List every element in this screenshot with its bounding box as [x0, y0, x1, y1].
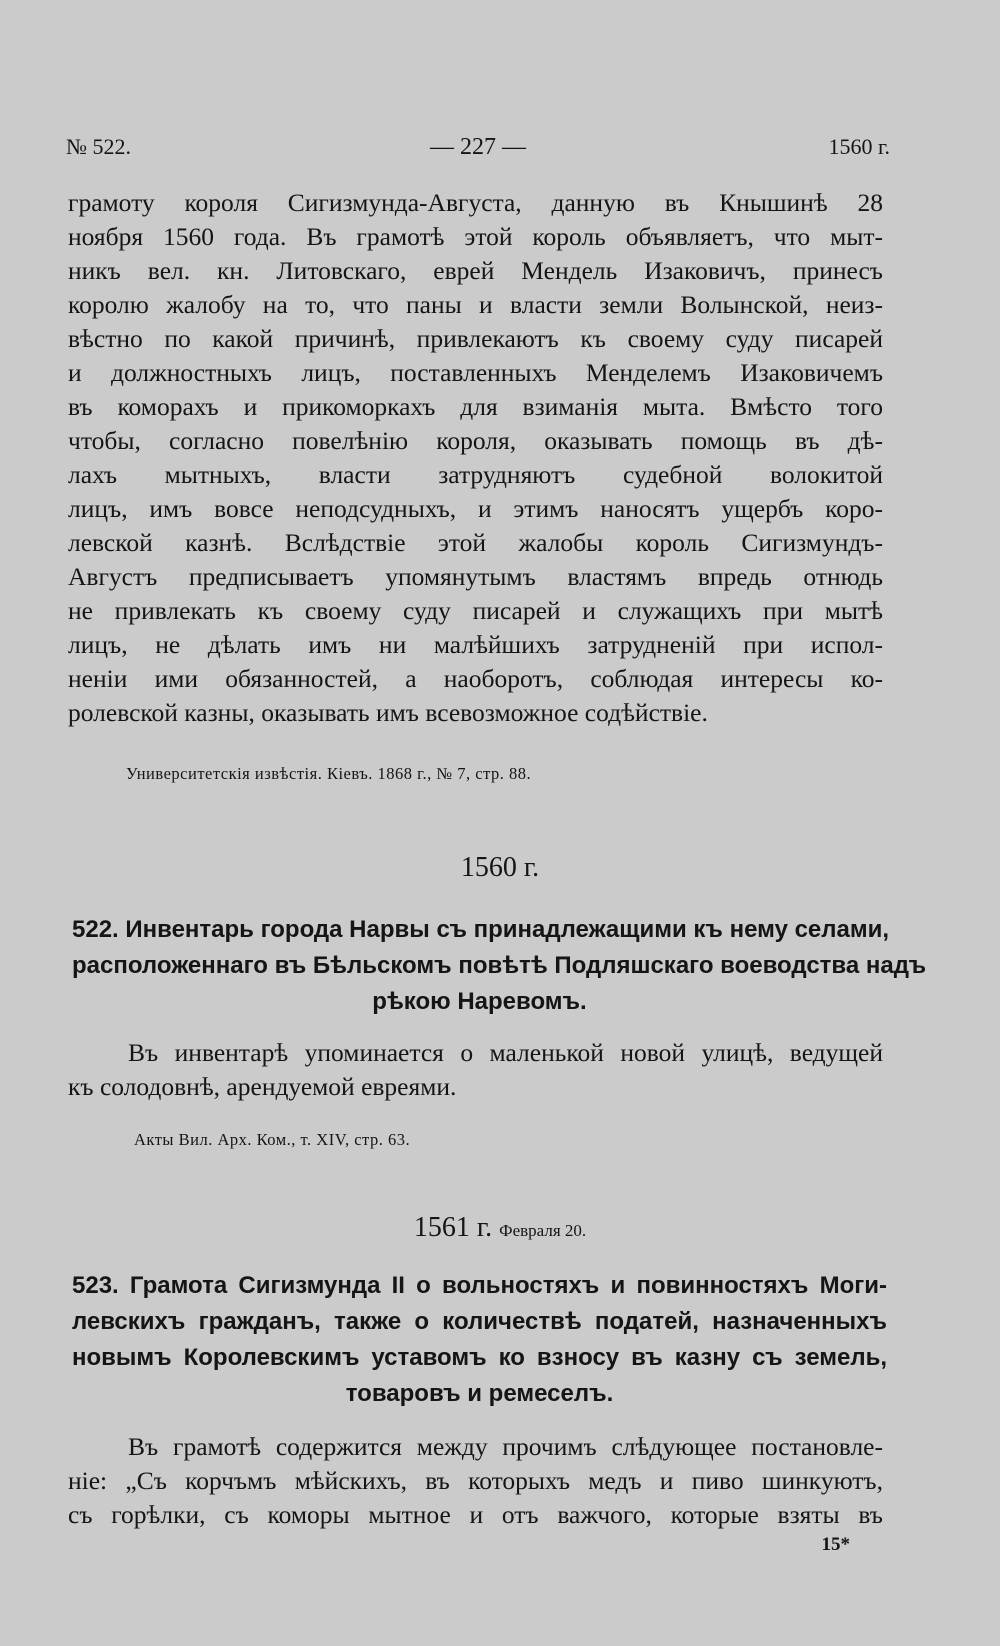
title-line: расположеннаго въ Бѣльскомъ повѣтѣ Подляшскаго воеводства надъ [72, 952, 927, 979]
text-line: чтобы, согласно повелѣнію короля, оказывать помощь въ дѣ- [68, 426, 883, 455]
text-line: въ коморахъ и прикоморкахъ для взиманія мыта. Вмѣсто того [68, 392, 883, 421]
source-citation: Университетскія извѣстія. Кіевъ. 1868 г., № 7, стр. 88. [126, 764, 532, 783]
entry-body-523 [68, 1430, 883, 1532]
text-line: ноября 1560 года. Въ грамотѣ этой король объявляетъ, что мыт- [68, 222, 883, 251]
entry-title-522 [72, 912, 927, 1020]
text-line: лахъ мытныхъ, власти затрудняютъ судебной волокитой [68, 460, 883, 489]
text-line: лицъ, имъ вовсе неподсудныхъ, и этимъ наносятъ ущербъ коро- [68, 494, 883, 523]
text-line: грамоту короля Сигизмунда-Августа, данную въ Кнышинѣ 28 [68, 188, 883, 217]
entry-title-523 [72, 1268, 887, 1412]
title-line: левскихъ гражданъ, также о количествѣ податей, назначенныхъ [72, 1308, 887, 1335]
text-line: ролевской казны, оказывать имъ всевозможное содѣйствіе. [68, 698, 708, 727]
year-label: 1561 г. [413, 1212, 493, 1243]
year-label: 1560 г. [460, 852, 540, 883]
text-line: вѣстно по какой причинѣ, привлекаютъ къ своему суду писарей [68, 324, 883, 353]
page-number: — 227 — [430, 134, 526, 160]
text-line: Августъ предписываетъ упомянутымъ властямъ впредь отнюдь [68, 562, 883, 591]
text-line: никъ вел. кн. Литовскаго, еврей Мендель Изаковичъ, принесъ [68, 256, 883, 285]
text-line: не привлекать къ своему суду писарей и служащихъ при мытѣ [68, 596, 883, 625]
signature-mark: 15* [821, 1534, 850, 1555]
title-line: новымъ Королевскимъ уставомъ ко взносу въ казну съ земель, [72, 1344, 887, 1371]
source-citation: Акты Вил. Арх. Ком., т. XIV, стр. 63. [134, 1130, 411, 1149]
text-line: неніи ими обязанностей, а наоборотъ, соблюдая интересы ко- [68, 664, 883, 693]
header-year: 1560 г. [828, 134, 890, 159]
page-header [66, 134, 890, 170]
text-line: ніе: „Съ корчъмъ мѣйскихъ, въ которыхъ медъ и пиво шинкуютъ, [68, 1466, 883, 1495]
text-line: левской казнѣ. Вслѣдствіе этой жалобы король Сигизмундъ- [68, 528, 883, 557]
title-line: 523. Грамота Сигизмунда II о вольностяхъ и повинностяхъ Моги- [72, 1272, 887, 1299]
year-heading [0, 1212, 1000, 1244]
text-line: съ горѣлки, съ коморы мытное и отъ важчого, которые взяты въ [68, 1500, 883, 1529]
title-line: рѣкою Наревомъ. [372, 988, 587, 1015]
text-line: къ солодовнѣ, арендуемой евреями. [68, 1072, 457, 1101]
text-line: лицъ, не дѣлать имъ ни малѣйшихъ затрудненій при испол- [68, 630, 883, 659]
text-line: и должностныхъ лицъ, поставленныхъ Менделемъ Изаковичемъ [68, 358, 883, 387]
title-line: 522. Инвентарь города Нарвы съ принадлежащими къ нему селами, [72, 916, 890, 943]
text-line: Въ инвентарѣ упоминается о маленькой новой улицѣ, ведущей [128, 1038, 883, 1067]
year-heading [0, 852, 1000, 884]
text-line: королю жалобу на то, что паны и власти земли Волынской, неиз- [68, 290, 883, 319]
document-number: № 522. [66, 134, 131, 159]
text-line: Въ грамотѣ содержится между прочимъ слѣдующее постановле- [128, 1432, 883, 1461]
entry-body-522 [68, 1036, 883, 1104]
date-label: Февраля 20. [499, 1221, 587, 1240]
title-line: товаровъ и ремеселъ. [345, 1380, 614, 1407]
paragraph-continued [68, 186, 883, 730]
